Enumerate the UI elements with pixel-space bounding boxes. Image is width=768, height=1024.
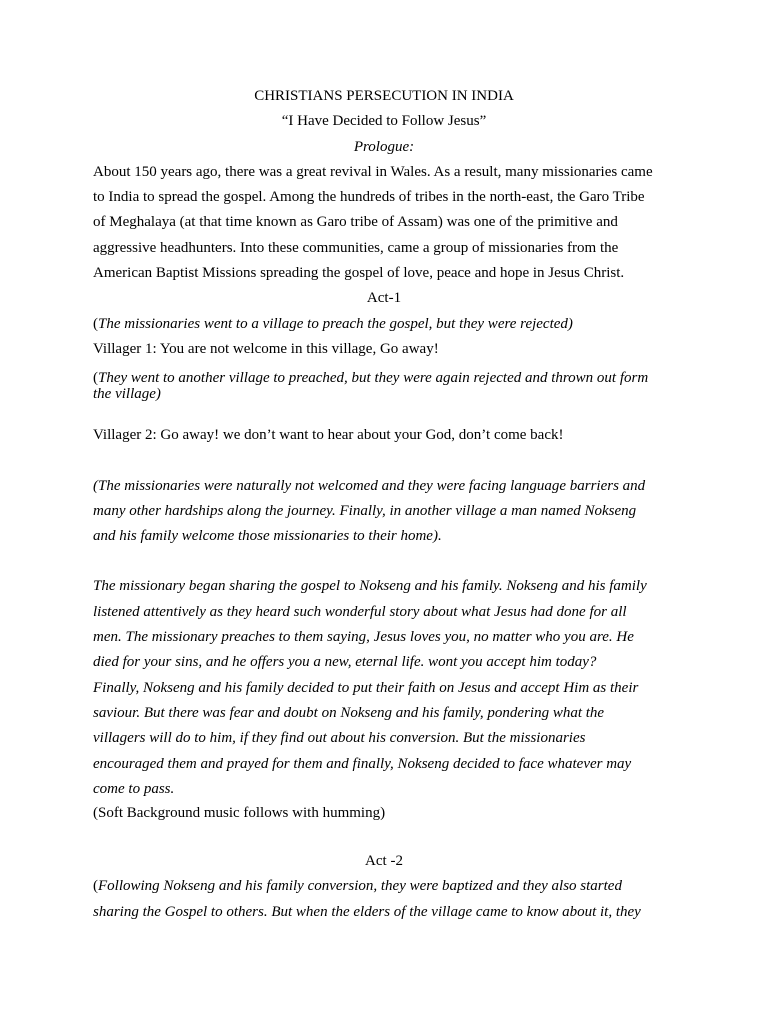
- text-line: sharing the Gospel to others. But when the elders of the village came to know about it, they: [93, 903, 641, 920]
- stage-direction: [93, 312, 675, 337]
- text-line: encouraged them and prayed for them and finally, Nokseng decided to face whatever may: [93, 755, 632, 772]
- text-line: [93, 874, 675, 899]
- paren: (: [93, 370, 98, 387]
- text-line: men. The missionary preaches to them saying, Jesus loves you, no matter who you are. He: [93, 629, 634, 646]
- text-line: many other hardships along the journey. Finally, in another village a man named Nokseng: [93, 502, 637, 519]
- text-line: villagers will do to him, if they find out about his conversion. But the missionaries: [93, 730, 586, 747]
- villager1-line: Villager 1: You are not welcome in this village, Go away!: [93, 340, 439, 357]
- act2-heading: Act -2: [365, 853, 403, 870]
- stage-direction-text: Following Nokseng and his family conversion, they were baptized and they also started: [98, 878, 622, 895]
- text-line: About 150 years ago, there was a great revival in Wales. As a result, many missionaries came: [93, 163, 653, 180]
- stage-direction: [93, 874, 675, 925]
- stage-direction-text: The missionaries went to a village to preach the gospel, but they were rejected): [98, 315, 573, 332]
- text-line: died for your sins, and he offers you a new, eternal life. wont you accept him today?: [93, 654, 597, 671]
- text-line: Finally, Nokseng and his family decided to put their faith on Jesus and accept Him as their: [93, 679, 639, 696]
- text-line: to India to spread the gospel. Among the hundreds of tribes in the north-east, the Garo Tribe: [93, 189, 645, 206]
- document-title: CHRISTIANS PERSECUTION IN INDIA: [254, 88, 514, 104]
- act1-heading: Act-1: [366, 290, 402, 307]
- text-line: saviour. But there was fear and doubt on Nokseng and his family, pondering what the: [93, 704, 605, 721]
- text-line: the village): [93, 386, 161, 403]
- document-subtitle: “I Have Decided to Follow Jesus”: [281, 113, 487, 130]
- text-line: of Meghalaya (at that time known as Garo tribe of Assam) was one of the primitive and: [93, 214, 618, 231]
- stage-direction-text: They went to another village to preached, but they were again rejected and thrown out form: [98, 370, 649, 387]
- text-line: and his family welcome those missionaries to their home).: [93, 528, 442, 545]
- text-line: The missionary began sharing the gospel to Nokseng and his family. Nokseng and his family: [93, 578, 647, 595]
- text-line: (The missionaries were naturally not welcomed and they were facing language barriers and: [93, 477, 646, 494]
- document-page: [93, 84, 675, 925]
- paren: (: [93, 315, 98, 332]
- villager2-line: Villager 2: Go away! we don’t want to hear about your God, don’t come back!: [93, 427, 564, 444]
- stage-direction: [93, 370, 675, 402]
- prologue-paragraph: [93, 160, 675, 286]
- paren: (: [93, 878, 98, 895]
- text-line: listened attentively as they heard such wonderful story about what Jesus had done for all: [93, 603, 627, 620]
- prologue-heading: Prologue:: [353, 138, 415, 155]
- text-line: American Baptist Missions spreading the gospel of love, peace and hope in Jesus Christ.: [93, 265, 625, 282]
- text-line: come to pass.: [93, 780, 175, 797]
- music-cue: (Soft Background music follows with humming): [93, 805, 386, 822]
- text-line: aggressive headhunters. Into these communities, came a group of missionaries from the: [93, 239, 619, 256]
- text-line: [93, 370, 675, 386]
- story-paragraph: [93, 574, 675, 802]
- stage-direction: [93, 474, 675, 550]
